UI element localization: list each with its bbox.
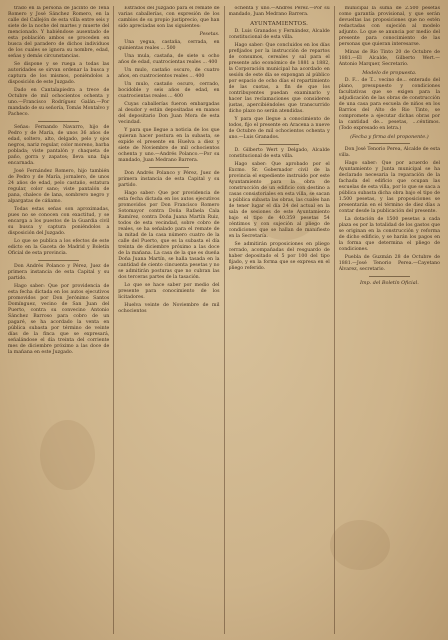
paragraph: Don Andrés Polanco y Pérez, Juez de primera instancia de esta Capital y su partido. [8, 264, 110, 281]
paragraph: Don José Tenorio Perea, Alcalde de esta villa. [338, 147, 440, 158]
paragraph: Hago saber: Que concluidos en los días prefijados por la instrucción de repartos de consumos, cereales y sal para el presente año económico de 1881 a 1882, la Corporación municipal ha acordado en sesión de este día se expongan al público por espacio de ocho días el repartimiento de las cuotas, a fin de que los contribuyentes puedan examinarlo y hacer las reclamaciones que consideren justas, apercibiéndoles que transcurrido dicho plazo no serán atendidas. [228, 43, 330, 114]
paragraph: Señas: Fernando Navarro, hijo de Pedro y de María, de unos 36 años de edad, soltero, alto, delgado, pelo y ojos negros, nariz regular, color moreno, barba poblada; viste pantalón y chaqueta de paño, gorra y zapatos; lleva una faja encarnada. [8, 125, 110, 166]
signature-note: (Fecha y firma del proponente.) [350, 134, 429, 140]
paragraph: Cuyas caballerías fueron embargadas al deudor y están depositadas en manos del depositario Don Juan Mora de esta vecindad. [118, 102, 220, 125]
paragraph: Hago saber: Que por providencia de esta fecha dictada en los autos ejecutivos promovidos por Don Francisco Romero Sotomayor contra Doña Rafaela Cala Ramírez, contra Doña Juana Martín Ruiz, todos de esta vecindad, sobre cobro de reales, se ha señalado para el remate de la mitad de la casa número cuatro de la calle del Puerto, que es la subasta el día treinta de diciembre próximo a las doce de la mañana. La casa de la que es dueña Doña Juana Martín, se halla tasada en la cantidad de ciento cincuenta pesetas y no se admitirán posturas que no cubran las dos terceras partes de la tasación. [118, 191, 220, 280]
list-item: Una mula, castaña, de siete u ocho años de edad, cuatrocientas reales ... 400 [118, 54, 220, 65]
paragraph: Estrados del Juzgado para el remate de varias caballerías, con expresión de los cambios de su propio justiprecio, que han sido apreciadas son las siguientes: [118, 6, 220, 29]
paragraph: D. Gilberto Wert y Delgado, Alcalde constitucional de esta villa. [228, 148, 330, 159]
column-2 [118, 6, 224, 634]
paragraph: municipal la suma de 2.500 pesetas como garantía provisional, y que serán devueltas las proposiciones que no estén redactadas con sujeción al modelo adjunto. Lo que se anuncia por medio del presente para conocimiento de las personas que quieran interesarse. [338, 6, 440, 47]
paragraph: Se admitirán proposiciones en pliego cerrado, acompañadas del resguardo de haber depositado el 5 por 100 del tipo fijado, y en la forma que se expresa en el pliego referido. [228, 242, 330, 271]
paragraph: Dado en Cantalapiedra a trece de Octubre de mil ochocientos ochenta y uno.—Francisco Rodríguez Galán.—Por mandado de su señoría, Tomás Montalvo y Pacheco. [8, 88, 110, 117]
divider [38, 121, 79, 122]
model-heading: Modelo de propuesta. [362, 70, 417, 76]
printer-imprint: Imp. del Boletín Oficial. [359, 280, 419, 286]
paragraph: Puebla de Guzmán 28 de Octubre de 1881.—José Tenorio Perea.—Cayetano Álvarez, secretario. [338, 255, 440, 272]
paragraph: Huelva veinte de Noviembre de mil ochocientos [118, 303, 220, 314]
paragraph: Don Andrés Polanco y Pérez, Juez de primera instancia de esta Capital y su partido. [118, 171, 220, 188]
paragraph: Se dispone y se ruega a todas las autoridades se sirvan ordenar la busca y captura de los mismos, poniéndolos a disposición de este Juzgado. [8, 62, 110, 85]
paragraph: Hago saber: Que aprobado por el Excmo. Sr. Gobernador civil de la provincia el expediente instruido por este Ayuntamiento para la obra de construcción de un edificio con destino a casas consistoriales en esta villa, se sacan a pública subasta las obras, las cuales han de tener lugar el día 24 del actual en la sala de sesiones de este Ayuntamiento bajo el tipo de 40.359 pesetas 54 céntimos y con sujeción al pliego de condiciones que se hallan de manifiesto en la Secretaría. [228, 162, 330, 239]
column-4 [339, 6, 442, 634]
paragraph: ochenta y uno.—Andrés Pérez.—Por su mandado, Juan Medrano Barrera. [228, 6, 330, 17]
paragraph: Lo que se hace saber por medio del presente para conocimiento de los licitadores. [118, 283, 220, 300]
paragraph: D. F... de T... vecino de... enterado del plano, presupuesto y condiciones facultativas que se exigen para la adjudicación de las obras de construcción de una casa para escuela de niños en los Barrios del Alto de Rio Tinto, se compromete a ejecutar dichas obras por la cantidad de... pesetas, ...céntimos. (Todo expresado en letra.) [338, 78, 440, 131]
paragraph: Todas estas señas son aproximadas, pues no se conocen con exactitud, y se encarga a los puestos de la Guardia civil su busca y captura poniéndolos a disposición del Juzgado. [8, 207, 110, 236]
paragraph: José Fernández Romero, hijo también de Pedro y de María, jornalero, de unos 24 años de edad, pelo castaño, estatura regular, color sano; viste pantalón de pana, chaleco de lana, sombrero negro y alpargatas de cáñamo. [8, 169, 110, 204]
paragraph: Lo que se publica a los efectos de este edicto en la Gaceta de Madrid y Boletín Oficial de esta provincia. [8, 239, 110, 256]
paragraph: Hago saber: Que por providencia de esta fecha dictada en los autos ejecutivos promovidos por Don Jerónimo Santos Domínguez, vecino de San Juan del Puerto, contra su convecino Antonio Sánchez Barroso para cobro de un pagaré, se ha acordado la venta en pública subasta por término de veinte días de la finca que se expresará, señalándose el día treinta del corriente mes de diciembre próximo a las doce de la mañana en este Juzgado. [8, 284, 110, 355]
list-item: Una yegua, castaña, cerrada, en quinientas reales ... 500 [118, 40, 220, 51]
divider [259, 144, 300, 145]
paragraph: Y para que llegue a noticia de los que quieran hacer postura en la subasta, se expide el presente en Huelva a diez y siete de Noviembre de mil ochocientos ochenta y uno.—Andrés Polanco.—Por su mandado, Juan Medrano Barrera. [118, 128, 220, 163]
paragraph: D. Luis Granados y Fernández, Alcalde constitucional de esta villa. [228, 29, 330, 40]
pesetas-heading: Pesetas. [199, 32, 220, 37]
column-1 [8, 6, 114, 634]
list-item: Un mulo, castaño oscuro, de cuatro años, en cuatrocientos reales ... 400 [118, 68, 220, 79]
paragraph: Hago saber: Que por acuerdo del Ayuntamiento y Junta municipal se ha declarado necesaria la reparación de la fachada del edificio que ocupan las escuelas de esta villa, por lo que se saca a pública subasta dicha obra bajo el tipo de 1.500 pesetas, y las proposiciones se presentarán en el término de diez días a contar desde la publicación del presente. [338, 161, 440, 214]
list-item: Un mulo, castaño oscuro, cerrado, bocidoble y seis años de edad, en cuatrocientas reales ... 400 [118, 82, 220, 99]
divider [38, 260, 79, 261]
divider [369, 276, 410, 277]
paragraph: Y para que llegue a conocimiento de todos, fijo el presente en Aracena a nueve de Octubre de mil ochocientos ochenta y uno.—Luis Granados. [228, 117, 330, 140]
divider [149, 167, 190, 168]
paragraph: trado en la persona de Jacinto de Tena Romero y José Sánchez Romero, en la calle del Callejón de esta villa entre seis y siete de la noche del martes y muerte del mencionado. Y habiéndose ausentado de esta población ambos se proceden en busca del paradero de dichos individuos de los cuales se ignora su nombre, edad, señas y demás circunstancias. [8, 6, 110, 59]
divider [369, 143, 410, 144]
column-3 [229, 6, 335, 634]
paragraph: Minas de Rio Tinto 20 de Octubre de 1881.—El Alcalde, Gilberto Wert.—Antonio Marquer, Secretario. [338, 50, 440, 67]
paragraph: La dotación de 1500 pesetas a cada plaza es por la totalidad de los gastos que se originan en la construcción y reforma de dicho edificio, y se harán los pagos en la forma que determina el pliego de condiciones. [338, 217, 440, 252]
section-heading: AYUNTAMIENTOS. [250, 21, 309, 27]
